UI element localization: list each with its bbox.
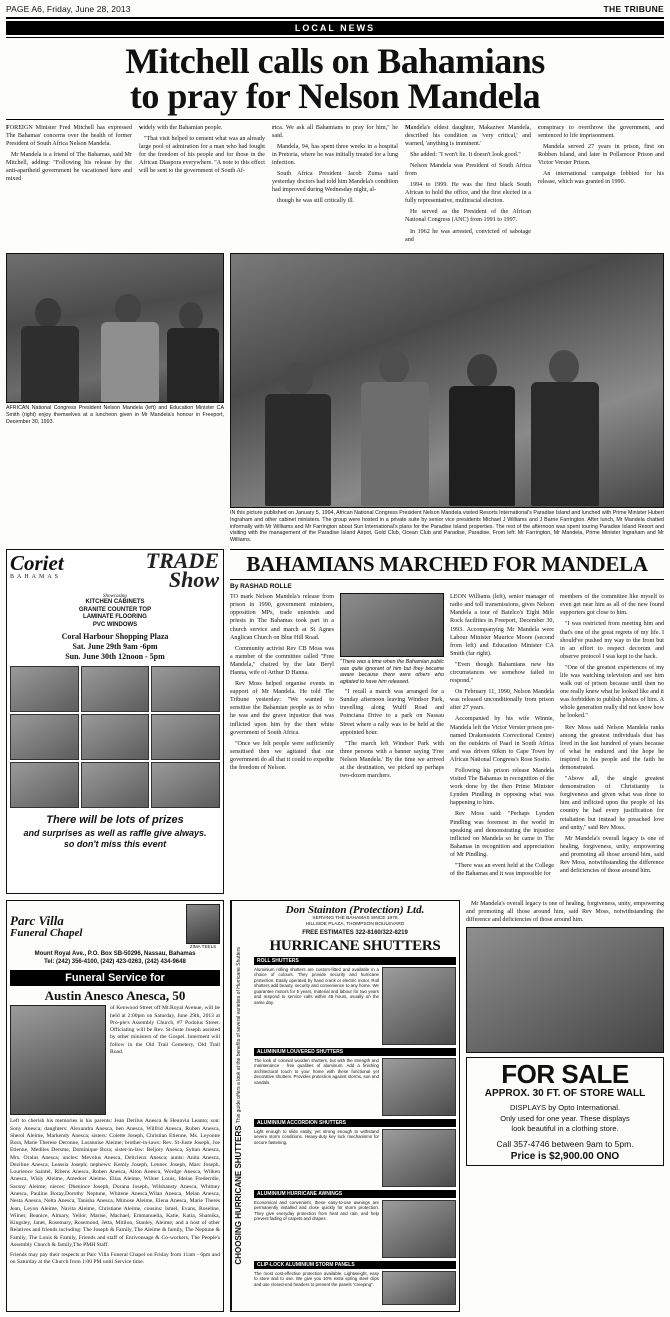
- shutters-tagline: SERVING THE BAHAMAS SINCE 1978 HILLSIDE PLAZA, THOMPSON BOULEVARD: [305, 916, 405, 928]
- marched-column-2: "There was a time when the Bahamian public was quite ignorant of him but they became aware because there were others who agitated to have him released. "I recall a march was arranged for a Sunday afternoon leaving Windsor Park, travelling along Wulff Road and Poinciana Drive to a park on Nassau Street where a rally was to be held at the appointed hour. "The march left Windsor Park with three persons with a banner saying 'Free Nelson Mandela.' By the time we arrived at the destination, we picked up perhaps two-dozen marchers.: [340, 593, 444, 881]
- section-band: LOCAL NEWS: [6, 21, 664, 35]
- headline-line-2: to pray for Nelson Mandela: [129, 76, 541, 117]
- page-date: PAGE A6, Friday, June 28, 2013: [6, 4, 131, 14]
- story-column-5: conspiracy to overthrow the government, and sentenced to life imprisonment. Mandela served 27 years in prison, first on Robben Island, and later in Pollsmoor Prison and Victor Verster Prison. An international campaign lobbied for his release, which was granted in 1990.: [538, 124, 664, 186]
- chapel-address: Mount Royal Ave., P.O. Box SB-50296, Nassau, Bahamas Tel: (242) 356-4100, (242) 423-0263, (242) 434-9648: [34, 951, 196, 965]
- ad-venue: Coral Harbour Shopping Plaza Sat. June 29th 9am -6pm Sun. June 30th 12noon - 5pm: [61, 632, 169, 662]
- ad-products: KITCHEN CABINETS GRANITE COUNTER TOP LAMINATE FLOORING PVC WINDOWS: [78, 599, 152, 628]
- shutter-item-head: ALUMINIUM LOUVERED SHUTTERS: [254, 1048, 456, 1056]
- for-sale-title: FOR SALE: [501, 1059, 629, 1090]
- photo-block-b: [230, 253, 664, 544]
- photo-mandela-luncheon: [6, 253, 224, 403]
- for-sale-price: Price is $2,900.00 ONO: [510, 1150, 620, 1162]
- ad-photo: [10, 666, 79, 712]
- for-sale-photo: [466, 927, 664, 1053]
- deceased-photo: [10, 1005, 106, 1115]
- ad-trade-show[interactable]: [6, 549, 224, 894]
- marched-column-1: TO mark Nelson Mandela's release from prison in 1990, government ministers, opposition MPs, trade unionists and priests in The Bahamas took part in a church service and march at St Agnes Anglican Church on Blue Hill Road. Community activist Rev CB Moss was a member of the committee called "Free Mandela," chaired by the late Beryl Hanna, wife of Arthur D Hanna. Rev Moss helped organise events in support of Mr Mandela. He told The Tribune yesterday: "We wanted to sensitise the Bahamian people as to who he was and the grave injustice that was inflicted upon him by the then white government of South Africa. "Once we felt people were sufficiently sensitised then we agitated that our government do all that it could to expedite the freedom of Nelson.: [230, 594, 334, 771]
- obituary-top: [10, 1005, 220, 1115]
- ad-logo: Coriet BAHAMAS: [10, 551, 64, 581]
- obituary-intro: of Kenwood Street off Mt.Royal Avenue, will be held at 2:00pm on Saturday, June 29th, 2013 at Pro-ple's Assembly Church, #7 Podolus Street. Officiating will be Rev. St-Juste Joseph assisted by other ministers of the Gospel. Interment will follow in the Old Trail Cemetery, Old Trail Road.: [110, 1005, 220, 1055]
- marched-title: BAHAMIANS MARCHED FOR MANDELA: [230, 549, 664, 580]
- story-column-4: Mandela's eldest daughter, Makaziwe Mandela, described his condition as 'very critical,' and warned, 'anything is imminent.' She added: "I won't lie. It doesn't look good." Nelson Mandela was President of South Africa from 1994 to 1999. He was the first black South African to hold the office, and the first elected in a fully representative, multiracial election. He served as the President of the African National Congress (ANC) from 1991 to 1997. In 1962 he was arrested, convicted of sabotage and: [405, 124, 531, 243]
- right-lower-column: [466, 900, 664, 1312]
- funeral-chapel-header: [10, 904, 220, 949]
- story-column-3: rica. We ask all Bahamians to pray for him," he said. Mandela, 94, has spent three weeks in a hospital in Pretoria, where he was initially treated for a lung infection. South Africa President Jacob Zuma said yesterday doctors had told him Mandela's condition had improved during Wednesday night, al- though he was still critically ill.: [272, 124, 398, 205]
- chapel-name: Parc Villa: [10, 912, 64, 928]
- masthead-rule: [6, 17, 664, 19]
- ad-photo: [151, 666, 220, 712]
- ad-for-sale[interactable]: [466, 1057, 664, 1165]
- shutter-item-image: [382, 1058, 456, 1116]
- ad-photo: [81, 714, 150, 760]
- shutter-item-head: ROLL SHUTTERS: [254, 957, 456, 965]
- chapel-subtitle: Funeral Chapel: [10, 927, 83, 940]
- headline-line-1: Mitchell calls on Bahamians: [125, 41, 545, 81]
- obituary-closing: Friends may pay their respects at Parc Villa Funeral Chapel on Friday from 11am - 6pm and on Saturday at the Church from 1:00 PM until Service time.: [10, 1252, 220, 1266]
- ad-photo: [81, 762, 150, 808]
- obituary-body: Left to cherish his memories is his parents: Jean Derilus Anesca & Heunvia Leanto; son: Sony Anesca; daughters: Alexandra Anesca, ben Anesca, Wilfrid Anesca, Ruben Anesca, Sherol Aleime, Markendy Anesca; sisters: Colette Joseph, Christian Etienne, Ms. Leyonne Bora, Marie Therese Deronne, Lorannise Aleime; brother-in-laws: Rev. St-Juste Joseph, Joe Etienne, Mediles Dersme, Dominique Bora; sister-in-law: Beljory Anesca, Syltan Anesca, Mrs. Oralus Anesca; uncles: Mevolus Anesca, Delicieux Anesca; aunts: Anita Anesca, Deziline Anesca, Leassia Joseph; nephews: Kemly Joseph, Lennec Joseph, Marc Joseph, Lourience Saintel, Ribens Anesca, Roben Anesca, Alton Anesca, Wordge Anesca, Wilken Anesca, Wisly Aleime, Amedcer Aleime, Elias Aleime, Wilner Louis, Idelan Frederrdie, Sacsny Aleime; nieces: Dhenince Joseph, Dorana Joseph, Wilshansty Anesca, Whitney Anesca, Pauline Boray,Dorothy Neptune, Whitene Anesca,Wilan Anesca, Melan Anesca, Nesta Anesca, Nelta Anesca, Tanisha Anesca, Mimose Aleime, Elena Anesca, Marie Theres Jean, Leyon Aleime, Navita Aleime, Christiane Aleime, cousins: Ismel, Evans, Roseline, Wilner, Beanice, Almary, Yellor, Marise, Machael, Emmanuella, Katie, Katia, Shamika, Kingsley, Janet, Rosemary, Rosemond, Jetta, Mitilon, Stanley, Aleime; and a host of other Relatives and friends including: The Joseph & Family, The Aleime & family, The Neptune & Family, The Louis & Family, Friends and staff of Enrivonsage & Co-workers, The People's Assembly Church & family,The PMH Staff.: [10, 1118, 220, 1248]
- story-column-2: widely with the Bahamian people. "That visit helped to cement what was an already large pool of admiration for a man who had fought for the freedom of his people and for those in the African Diaspora everywhere. "A note to this effect will be sent to the government of South Af-: [139, 124, 265, 174]
- service-band: Funeral Service for: [10, 970, 220, 986]
- shutter-item-text: Economical and convenient, these easy-to-use awnings are permanently installed and close quickly for storm protection. They give everyday protection from heat and rain, and help prevent fading of carpets and drapes.: [254, 1199, 379, 1222]
- shutter-item: [254, 1048, 456, 1116]
- mid-section: [6, 549, 664, 894]
- lower-section: [6, 900, 664, 1312]
- story-column-1: FOREIGN Minister Fred Mitchell has expressed The Bahamas' concerns over the health of former President of South Africa Nelson Mandela. Mr Mandela is a friend of The Bahamas, said Mr Mitchell, adding: "Following his release by the anti-apartheid government he vacationed here and mixed: [6, 124, 132, 183]
- mini-photo-caption: "There was a time when the Bahamian public was quite ignorant of him but they became aware because there were others who agitated to have him released.: [340, 659, 444, 685]
- photo-mandela-paradise-island: [230, 253, 664, 508]
- marched-continuation: Mr Mandela's overall legacy is one of healing, forgiveness, unity, empowering and promoting all those around him, said Rev Moss, notwithstanding the difference and deficiencies of those around him.: [466, 901, 664, 924]
- ad-photo: [81, 666, 150, 712]
- for-sale-call: Call 357-4746 between 9am to 5pm.: [496, 1138, 634, 1149]
- ad-tradeshow-title: TRADE Show: [145, 549, 219, 592]
- for-sale-subtitle: APPROX. 30 FT. OF STORE WALL: [484, 1088, 646, 1100]
- shutter-item: [254, 1261, 456, 1305]
- publication-title: THE TRIBUNE: [603, 4, 664, 14]
- photo-block-a: [6, 253, 224, 544]
- ad-showcasing-label: Showcasing: [103, 594, 127, 600]
- photo-b-caption: IN this picture published on January 5, 1994, African National Congress President Nelson Mandela visited Resorts International's Paradise Island and lunched with Prime Minister Hubert Ingraham and other cabinet ministers. The group were hosted in a private suite by senior vice presidents Michael J Williams and J Barrie Farrington. After lunch, Mr Mandela chatted informally with Mr Williams and Mr Farrington about Sun International's plans for the Paradise Island properties. The rest of the afternoon was spent touring Paradise Island Resort and visiting with the management of the Paradise Island Airpot, Gold Club, Ocean Club and Paradise, Paradise. From left: Mr Farrington, Mr Mandela, Prime Minister Ingraham and Mr Williams.: [230, 509, 664, 544]
- marched-byline: By RASHAD ROLLE: [230, 583, 292, 591]
- shutters-side-title: CHOOSING HURRICANE SHUTTERS This guide offers a look at the benefits of several varieties of Hurricane Shutters: [231, 901, 251, 1311]
- shutter-item-text: Light enough to slide easily, yet strong enough to withstand severe storm conditions. Heavy-duty key lock mechanisms for secure fastening.: [254, 1128, 379, 1145]
- masthead: [6, 4, 664, 16]
- shutters-estimates: FREE ESTIMATES 322-8160/322-8219: [302, 929, 408, 936]
- shutter-item-text: The look of colonial wooden shutters, but with the strength and maintenance - free qualities of aluminum. Add a finishing architectural touch to your home with these functional yet decorative shutters. Provides protection against storms, sun and vandals.: [254, 1057, 379, 1085]
- ad-photo: [10, 714, 79, 760]
- shutter-item-image: [382, 1200, 456, 1258]
- marched-columns: [230, 593, 664, 881]
- shutter-item-image: [382, 1271, 456, 1305]
- marched-story: [230, 549, 664, 894]
- shutter-item-image: [382, 967, 456, 1045]
- lead-story: [6, 124, 664, 247]
- shutters-title: HURRICANE SHUTTERS: [269, 937, 441, 954]
- shutter-item-head: ALUMINIUM ACCORDION SHUTTERS: [254, 1119, 456, 1127]
- director-name: ZIMA TEELS: [189, 944, 217, 950]
- ad-prizes: There will be lots of prizes and surprises as well as raffle give always. so don't miss this event: [23, 814, 207, 850]
- ad-hurricane-shutters[interactable]: [230, 900, 460, 1312]
- page-title: [6, 41, 664, 117]
- headline-rule: [6, 119, 664, 120]
- shutter-item: [254, 1119, 456, 1187]
- director-photo: [186, 904, 220, 944]
- ad-photo: [151, 714, 220, 760]
- ad-photo: [10, 762, 79, 808]
- shutters-main: [251, 901, 459, 1311]
- photo-row: [6, 253, 664, 544]
- shutter-item-text: The most cost-effective protection available. Lightweight, easy to store and to use. We give you 10% extra spring steel clips and use closed-end headers to prevent the panels "creeping".: [254, 1270, 379, 1287]
- photo-a-caption: AFRICAN National Congress President Nelson Mandela (left) and Education Minister CA Smith (right) enjoy themselves at a luncheon given in Mr Mandela's honour in Freeport, December 30, 1993.: [6, 404, 224, 425]
- for-sale-body: DISPLAYS by Opto International. Only used for one year. These displays look beautiful in a clothing store.: [500, 1103, 630, 1133]
- marched-column-3: LEON Williams (left), senior manager of radio and toll transmissions, gives Nelson Mandela a tour of Batelco's Eight Mile Rock facilities in Freeport, December 30, 1993. Accompanying Mr Mandela were Labour Minister Maurice Moore (second from left) and Education Minister CA Smith (far right). "Even though Bahamians new his circumstances we somehow failed to respond." On February 11, 1990, Nelson Mandela was released unconditionally from prison after 27 years. Accompanied by his wife Winnie, Mandela left the Victor Verster prison pre-named Drakensstein Correctional Centre) on the outskirts of Paarl in South Africa and was driven 60km to Cape Town by African National Congress's Rose Sosito. Following his prison release Mandela visited The Bahamas in recognition of the work done by the then Prime Minister Lynden Pindling in opposing what was happening to him. Rev Moss said: "Perhaps Lynden Pindling was foremost in the world in speaking and demonstrating the injustice inflicted on Mandela so he came to The Bahamas in recognition and appreciation of Mr Pindling. "There was an event held at the College of the Bahamas and it was impossible for: [450, 594, 554, 878]
- shutter-item: [254, 1190, 456, 1258]
- ad-photo-grid: [10, 666, 220, 808]
- ad-photo: [151, 762, 220, 808]
- shutter-item-head: ALUMINIUM HURRICANE AWNINGS: [254, 1190, 456, 1198]
- shutter-item-image: [382, 1129, 456, 1187]
- deceased-name: Austin Anesco Anesca, 50: [44, 987, 186, 1003]
- shutters-brand: Don Stainton (Protection) Ltd.: [285, 904, 425, 917]
- photo-mandela-mini: [340, 593, 444, 657]
- marched-column-4: members of the committee like myself to even get near him as all of the new found supporters got close to him. "I was restricted from meeting him and that's one of the great regrets of my life. I should've pushed my way to the front but in an effort to respect decorum and observe protocol I was kept to the back. "One of the greatest experiences of my life was watching television and see him walk out of prison because until then no one really knew what he looked like and it was forbidden to publish photos of him. A whole generation really did not know how he looked." Rev Moss said Nelson Mandela ranks among the greatest individuals that has lived in the last hundred of years because of what he endured and the hope he inspired in his people and the faith he demonstrated. "Above all, the single greatest demonstration of Christianity is forgiveness and given what was done to him and inflicted upon the people of his country he had every justification for retaliation but instead he preached love and unity," said Rev Moss. Mr Mandela's overall legacy is one of healing, forgiveness, unity, empowering and promoting all those around him, said Rev Moss, notwithstanding the difference and deficiencies of those around him.: [560, 594, 664, 875]
- shutter-item-text: Aluminium rolling shutters are custom-fitted and available in a choice of colours. They provide security and hurricane protection. Easily operated by hand crank or electric motor, Roll shutters add beauty, security and convenience to any home. We guarantee motors for 5 years, material and labour for two years and respond to service calls within 48 hours, usually on the same day.: [254, 966, 379, 1005]
- section-rule: [6, 37, 664, 38]
- shutter-item-head: CLIP-LOCK ALUMINIUM STORM PANELS: [254, 1261, 456, 1269]
- shutter-item: [254, 957, 456, 1045]
- funeral-notice: [6, 900, 224, 1312]
